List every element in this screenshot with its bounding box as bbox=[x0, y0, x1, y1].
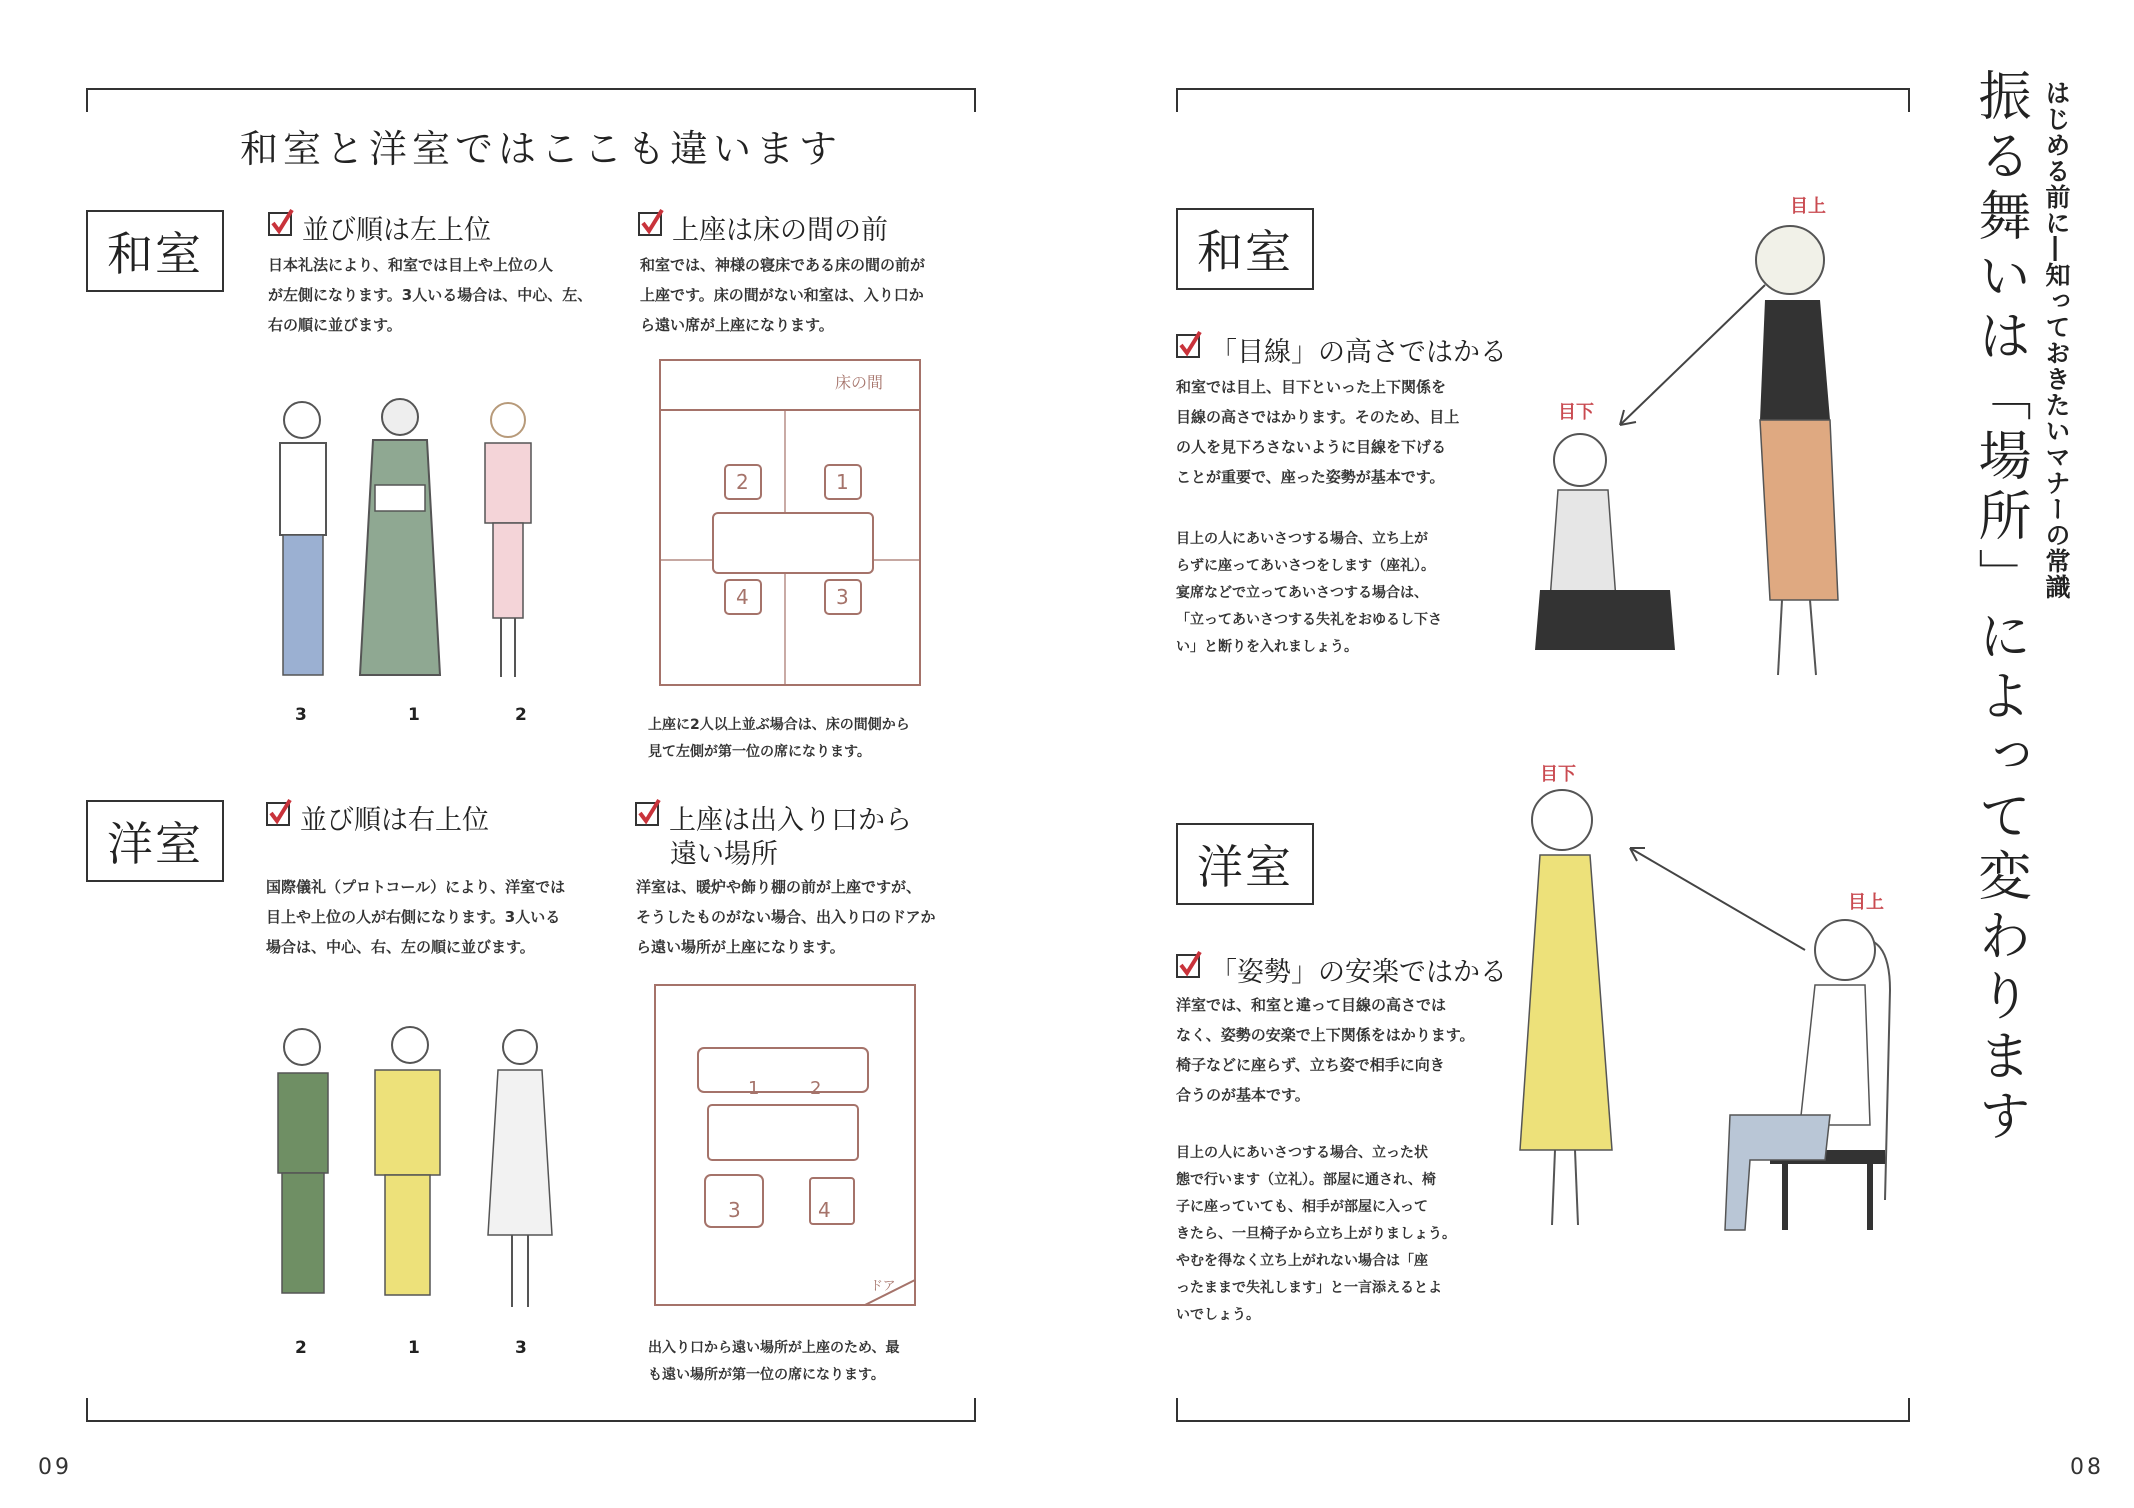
checkbox-icon bbox=[266, 800, 292, 826]
w-order-number: 1 bbox=[408, 705, 420, 725]
w-gaze-inferior-label: 目下 bbox=[1558, 402, 1594, 423]
washitsu-people-illustration bbox=[255, 395, 575, 685]
w-order-heading bbox=[268, 208, 491, 247]
right-frame-top bbox=[1176, 88, 1910, 112]
w-order-heading-text: 並び順は左上位 bbox=[302, 215, 491, 246]
left-frame-top bbox=[86, 88, 976, 112]
w-order-number: 2 bbox=[515, 705, 527, 725]
plan-seat-number: 1 bbox=[748, 1078, 760, 1099]
y-order-number: 2 bbox=[295, 1338, 307, 1358]
yoshitsu-people-illustration bbox=[260, 1025, 570, 1315]
w-order-body: 日本礼法により、和室では目上や上位の人 が左側になります。3人いる場合は、中心、左、 右の順に並びます。 bbox=[268, 256, 593, 334]
y-order-number: 1 bbox=[408, 1338, 420, 1358]
vertical-subtitle bbox=[2038, 80, 2074, 600]
w-gaze-note: 目上の人にあいさつする場合、立ち上が らずに座ってあいさつをします（座礼）。 宴席などで立ってあいさつする場合は、 「立ってあいさつする失礼をおゆるし下さ い」と断りを入れましょう。 bbox=[1176, 531, 1442, 655]
w-gaze-body: 和室では目上、目下といった上下関係を 目線の高さではかります。そのため、目上 の人を見下ろさないように目線を下げる ことが重要で、座った姿勢が基本です。 bbox=[1176, 378, 1460, 486]
washitsu-greeting-illustration bbox=[1520, 190, 1900, 690]
w-gaze-heading-text: 「目線」の高さではかる bbox=[1210, 337, 1507, 368]
y-order-number: 3 bbox=[515, 1338, 527, 1358]
plan-seat-number: 4 bbox=[736, 585, 749, 609]
vertical-title bbox=[1962, 68, 2038, 1148]
yoshitsu-label-right: 洋室 bbox=[1176, 823, 1314, 905]
plan-seat-number: 2 bbox=[810, 1078, 822, 1099]
left-page-title: 和室と洋室ではここも違います bbox=[240, 127, 843, 171]
y-posture-inferior-label: 目下 bbox=[1540, 764, 1576, 785]
plan-seat-number: 1 bbox=[836, 470, 849, 494]
plan-seat-number: 3 bbox=[836, 585, 849, 609]
plan-seat-number: 4 bbox=[818, 1198, 831, 1222]
w-seat-heading bbox=[638, 208, 888, 247]
w-order-number: 3 bbox=[295, 705, 307, 725]
y-order-heading bbox=[266, 798, 489, 837]
y-posture-heading bbox=[1176, 950, 1507, 989]
y-order-heading-text: 並び順は右上位 bbox=[300, 805, 489, 836]
checkbox-icon bbox=[635, 800, 661, 826]
y-seat-body: 洋室は、暖炉や飾り棚の前が上座ですが、 そうしたものがない場合、出入り口のドアか ら遠い場所が上座になります。 bbox=[636, 878, 936, 956]
right-frame-bottom bbox=[1176, 1398, 1910, 1422]
checkbox-icon bbox=[1176, 952, 1202, 978]
w-seat-body: 和室では、神様の寝床である床の間の前が 上座です。床の間がない和室は、入り口か ら遠い席が上座になります。 bbox=[640, 256, 926, 334]
y-seat-note: 出入り口から遠い場所が上座のため、最 も遠い場所が第一位の席になります。 bbox=[648, 1340, 900, 1383]
left-frame-bottom bbox=[86, 1398, 976, 1422]
y-posture-superior-label: 目上 bbox=[1848, 892, 1884, 913]
vertical-subtitle-text: はじめる前に―知っておきたいマナーの常識 bbox=[2042, 80, 2071, 600]
w-seat-heading-text: 上座は床の間の前 bbox=[672, 215, 888, 246]
checkbox-icon bbox=[268, 210, 294, 236]
w-seat-note: 上座に2人以上並ぶ場合は、床の間側から 見て左側が第一位の席になります。 bbox=[648, 717, 910, 760]
checkbox-icon bbox=[1176, 332, 1202, 358]
y-posture-body: 洋室では、和室と違って目線の高さでは なく、姿勢の安楽で上下関係をはかります。 椅子などに座らず、立ち姿で相手に向き 合うのが基本です。 bbox=[1176, 996, 1475, 1104]
page-number-left: 09 bbox=[38, 1455, 72, 1480]
w-gaze-superior-label: 目上 bbox=[1790, 196, 1826, 217]
y-posture-heading-text: 「姿勢」の安楽ではかる bbox=[1210, 957, 1507, 988]
yoshitsu-label-left: 洋室 bbox=[86, 800, 224, 882]
plan-seat-number: 3 bbox=[728, 1198, 741, 1222]
washitsu-floor-plan bbox=[655, 355, 925, 690]
y-order-body: 国際儀礼（プロトコール）により、洋室では 目上や上位の人が右側になります。3人いる 場合は、中心、右、左の順に並びます。 bbox=[266, 878, 566, 956]
washitsu-label-left: 和室 bbox=[86, 210, 224, 292]
page-number-right: 08 bbox=[2070, 1455, 2104, 1480]
yoshitsu-greeting-illustration bbox=[1500, 780, 1940, 1260]
plan-door-label: ドア bbox=[870, 1279, 896, 1294]
y-seat-heading-line1: 上座は出入り口から bbox=[669, 805, 912, 836]
plan-alcove-label: 床の間 bbox=[835, 373, 884, 392]
w-gaze-heading bbox=[1176, 330, 1507, 369]
checkbox-icon bbox=[638, 210, 664, 236]
plan-seat-number: 2 bbox=[736, 470, 749, 494]
washitsu-label-right: 和室 bbox=[1176, 208, 1314, 290]
y-posture-note: 目上の人にあいさつする場合、立った状 態で行います（立礼）。部屋に通され、椅 子に座っていても、相手が部屋に入って きたら、一旦椅子から立ち上がりましょう。 やむを得なく立ち上がれない場合は「座 ったままで失礼します」と一言添えるとよ いでしょう。 bbox=[1176, 1145, 1456, 1323]
vertical-title-text: 振る舞いは「場所」によって変わります bbox=[1970, 68, 2031, 1148]
yoshitsu-floor-plan bbox=[650, 980, 920, 1315]
y-seat-heading-line2: 遠い場所 bbox=[670, 839, 778, 870]
